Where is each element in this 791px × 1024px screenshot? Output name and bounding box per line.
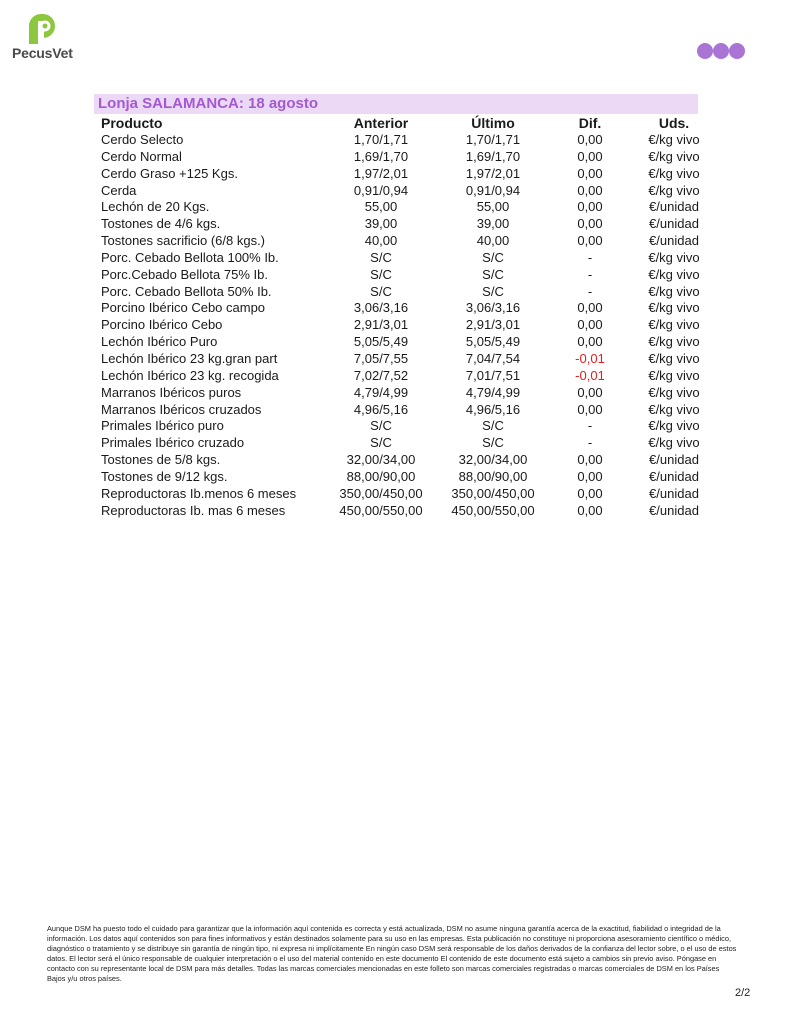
cell-producto: Cerda xyxy=(101,182,137,198)
cell-ultimo: 350,00/450,00 xyxy=(451,485,535,501)
table-row xyxy=(96,402,716,419)
table-row xyxy=(96,166,716,183)
cell-ultimo: 88,00/90,00 xyxy=(458,468,528,484)
table-row xyxy=(96,351,716,368)
cell-anterior: 7,02/7,52 xyxy=(353,367,409,383)
cell-producto: Marranos Ibéricos puros xyxy=(101,384,242,400)
cell-uds: €/kg vivo xyxy=(648,165,700,181)
cell-producto: Cerdo Graso +125 Kgs. xyxy=(101,165,238,181)
cell-anterior: S/C xyxy=(370,283,392,299)
cell-dif: 0,00 xyxy=(577,300,603,316)
table-row xyxy=(96,317,716,334)
cell-dif: 0,00 xyxy=(577,485,603,501)
cell-dif: - xyxy=(587,283,593,299)
cell-producto: Primales Ibérico cruzado xyxy=(101,435,245,451)
table-header-row xyxy=(96,114,716,132)
table-row xyxy=(96,199,716,216)
cell-dif: 0,00 xyxy=(577,502,603,518)
cell-anterior: 39,00 xyxy=(364,216,398,232)
table-body xyxy=(96,132,716,519)
cell-uds: €/unidad xyxy=(649,233,699,249)
cell-producto: Marranos Ibéricos cruzados xyxy=(101,401,262,417)
cell-dif: -0,01 xyxy=(575,367,605,383)
table-row xyxy=(96,469,716,486)
table-row xyxy=(96,418,716,435)
cell-producto: Tostones de 5/8 kgs. xyxy=(101,452,221,468)
cell-dif: - xyxy=(587,418,593,434)
cell-producto: Lechón Ibérico 23 kg.gran part xyxy=(101,350,278,366)
cell-ultimo: 4,96/5,16 xyxy=(465,401,521,417)
dot-icon xyxy=(697,43,713,59)
cell-ultimo: 0,91/0,94 xyxy=(465,182,521,198)
cell-ultimo: S/C xyxy=(482,283,504,299)
page-number: 2/2 xyxy=(735,987,751,999)
cell-dif: 0,00 xyxy=(577,317,603,333)
cell-dif: 0,00 xyxy=(577,165,603,181)
table-row xyxy=(96,300,716,317)
cell-dif: 0,00 xyxy=(577,468,603,484)
cell-producto: Cerdo Selecto xyxy=(101,132,184,147)
cell-dif: 0,00 xyxy=(577,199,603,215)
cell-anterior: 1,97/2,01 xyxy=(353,165,409,181)
cell-ultimo: S/C xyxy=(482,435,504,451)
cell-dif: - xyxy=(587,249,593,265)
col-header-dif: Dif. xyxy=(578,115,602,131)
cell-anterior: 5,05/5,49 xyxy=(353,334,409,350)
cell-producto: Porc. Cebado Bellota 100% Ib. xyxy=(101,249,279,265)
table-row xyxy=(96,267,716,284)
market-title: Lonja SALAMANCA: 18 agosto xyxy=(94,94,698,114)
cell-anterior: 2,91/3,01 xyxy=(353,317,409,333)
cell-producto: Reproductoras Ib.menos 6 meses xyxy=(101,485,297,501)
cell-dif: 0,00 xyxy=(577,216,603,232)
cell-anterior: S/C xyxy=(370,249,392,265)
table-row xyxy=(96,250,716,267)
cell-anterior: 4,79/4,99 xyxy=(353,384,409,400)
cell-ultimo: 4,79/4,99 xyxy=(465,384,521,400)
cell-anterior: 7,05/7,55 xyxy=(353,350,409,366)
cell-producto: Porc. Cebado Bellota 50% Ib. xyxy=(101,283,272,299)
cell-uds: €/kg vivo xyxy=(648,401,700,417)
cell-dif: 0,00 xyxy=(577,401,603,417)
cell-producto: Tostones sacrificio (6/8 kgs.) xyxy=(101,233,266,249)
cell-ultimo: 1,69/1,70 xyxy=(465,148,521,164)
cell-ultimo: 450,00/550,00 xyxy=(451,502,535,518)
table-row xyxy=(96,334,716,351)
cell-ultimo: 32,00/34,00 xyxy=(458,452,528,468)
cell-uds: €/kg vivo xyxy=(648,418,700,434)
dot-icon xyxy=(713,43,729,59)
cell-uds: €/unidad xyxy=(649,216,699,232)
cell-uds: €/unidad xyxy=(649,502,699,518)
table-row xyxy=(96,435,716,452)
cell-uds: €/kg vivo xyxy=(648,283,700,299)
cell-anterior: 350,00/450,00 xyxy=(339,485,423,501)
cell-uds: €/kg vivo xyxy=(648,317,700,333)
cell-uds: €/kg vivo xyxy=(648,384,700,400)
cell-ultimo: 7,04/7,54 xyxy=(465,350,521,366)
cell-anterior: 0,91/0,94 xyxy=(353,182,409,198)
cell-dif: 0,00 xyxy=(577,182,603,198)
cell-ultimo: 55,00 xyxy=(476,199,510,215)
cell-dif: - xyxy=(587,435,593,451)
cell-ultimo: S/C xyxy=(482,266,504,282)
cell-uds: €/unidad xyxy=(649,452,699,468)
cell-anterior: 88,00/90,00 xyxy=(346,468,416,484)
col-header-uds: Uds. xyxy=(658,115,690,131)
cell-dif: 0,00 xyxy=(577,233,603,249)
cell-producto: Lechón Ibérico 23 kg. recogida xyxy=(101,367,279,383)
cell-producto: Porcino Ibérico Cebo campo xyxy=(101,300,266,316)
decorative-dots xyxy=(697,43,745,59)
cell-uds: €/kg vivo xyxy=(648,300,700,316)
price-table xyxy=(96,114,716,519)
price-sheet xyxy=(94,94,698,519)
cell-ultimo: 7,01/7,51 xyxy=(465,367,521,383)
cell-anterior: 40,00 xyxy=(364,233,398,249)
cell-producto: Lechón Ibérico Puro xyxy=(101,334,218,350)
table-row xyxy=(96,149,716,166)
cell-producto: Lechón de 20 Kgs. xyxy=(101,199,210,215)
cell-ultimo: 2,91/3,01 xyxy=(465,317,521,333)
cell-uds: €/kg vivo xyxy=(648,148,700,164)
cell-uds: €/unidad xyxy=(649,199,699,215)
cell-uds: €/kg vivo xyxy=(648,132,700,147)
table-row xyxy=(96,216,716,233)
cell-ultimo: S/C xyxy=(482,249,504,265)
col-header-ultimo: Último xyxy=(471,115,515,131)
cell-uds: €/kg vivo xyxy=(648,334,700,350)
cell-producto: Tostones de 4/6 kgs. xyxy=(101,216,221,232)
cell-dif: - xyxy=(587,266,593,282)
cell-dif: 0,00 xyxy=(577,334,603,350)
cell-anterior: 55,00 xyxy=(364,199,398,215)
cell-producto: Porcino Ibérico Cebo xyxy=(101,317,223,333)
cell-producto: Tostones de 9/12 kgs. xyxy=(101,468,228,484)
table-row xyxy=(96,368,716,385)
cell-producto: Reproductoras Ib. mas 6 meses xyxy=(101,502,286,518)
cell-anterior: 1,70/1,71 xyxy=(353,132,409,147)
cell-dif: 0,00 xyxy=(577,452,603,468)
cell-anterior: 1,69/1,70 xyxy=(353,148,409,164)
cell-dif: 0,00 xyxy=(577,132,603,147)
cell-ultimo: 1,70/1,71 xyxy=(465,132,521,147)
cell-anterior: 32,00/34,00 xyxy=(346,452,416,468)
table-row xyxy=(96,132,716,149)
cell-uds: €/kg vivo xyxy=(648,249,700,265)
cell-anterior: 4,96/5,16 xyxy=(353,401,409,417)
cell-ultimo: 39,00 xyxy=(476,216,510,232)
pecusvet-logo xyxy=(12,14,76,64)
cell-uds: €/kg vivo xyxy=(648,367,700,383)
cell-ultimo: 3,06/3,16 xyxy=(465,300,521,316)
cell-ultimo: 1,97/2,01 xyxy=(465,165,521,181)
cell-anterior: S/C xyxy=(370,418,392,434)
cell-dif: 0,00 xyxy=(577,148,603,164)
col-header-anterior: Anterior xyxy=(353,115,409,131)
cell-anterior: 450,00/550,00 xyxy=(339,502,423,518)
cell-dif: 0,00 xyxy=(577,384,603,400)
cell-uds: €/kg vivo xyxy=(648,182,700,198)
pecusvet-logo-icon xyxy=(28,14,56,44)
dot-icon xyxy=(729,43,745,59)
table-row xyxy=(96,284,716,301)
cell-uds: €/unidad xyxy=(649,485,699,501)
cell-producto: Porc.Cebado Bellota 75% Ib. xyxy=(101,266,268,282)
col-header-producto: Producto xyxy=(101,115,163,131)
cell-ultimo: 40,00 xyxy=(476,233,510,249)
cell-ultimo: S/C xyxy=(482,418,504,434)
table-row xyxy=(96,452,716,469)
table-row xyxy=(96,183,716,200)
table-row xyxy=(96,233,716,250)
table-row xyxy=(96,486,716,503)
cell-ultimo: 5,05/5,49 xyxy=(465,334,521,350)
disclaimer: Aunque DSM ha puesto todo el cuidado para garantizar que la información aquí contenida es correcta y está actualizada, DSM no asume ninguna garantía acerca de la exactitud, fiabilidad o integridad de la información. Los datos aquí contenidos son para fines informativos y están destinados solamente para su uso en las empresas. Esta publicación no constituye ni proporciona asesoramiento científico o médico, diagnóstico o tratamiento y se distribuye sin garantía de ningún tipo, ni expresa ni implícitamente En ningún caso DSM será responsable de los daños derivados de la confianza del lector sobre, o el uso de estos datos. El lector será el único responsable de cualquier interpretación o el uso del material contenido en este documento El contenido de este documento está sujeto a cambios sin previo aviso. Póngase en contacto con su representante local de DSM para más detalles. Todas las marcas comerciales mencionadas en este folleto son marcas comerciales registradas o marcas comerciales de DSM en los Países Bajos y/u otros países. xyxy=(47,924,737,983)
table-row xyxy=(96,385,716,402)
cell-dif: -0,01 xyxy=(575,350,605,366)
cell-anterior: S/C xyxy=(370,266,392,282)
cell-anterior: S/C xyxy=(370,435,392,451)
brand-name: PecusVet xyxy=(12,45,73,61)
cell-producto: Cerdo Normal xyxy=(101,148,182,164)
cell-uds: €/unidad xyxy=(649,468,699,484)
table-row xyxy=(96,503,716,520)
cell-uds: €/kg vivo xyxy=(648,350,700,366)
cell-producto: Primales Ibérico puro xyxy=(101,418,224,434)
cell-uds: €/kg vivo xyxy=(648,266,700,282)
cell-uds: €/kg vivo xyxy=(648,435,700,451)
cell-anterior: 3,06/3,16 xyxy=(353,300,409,316)
